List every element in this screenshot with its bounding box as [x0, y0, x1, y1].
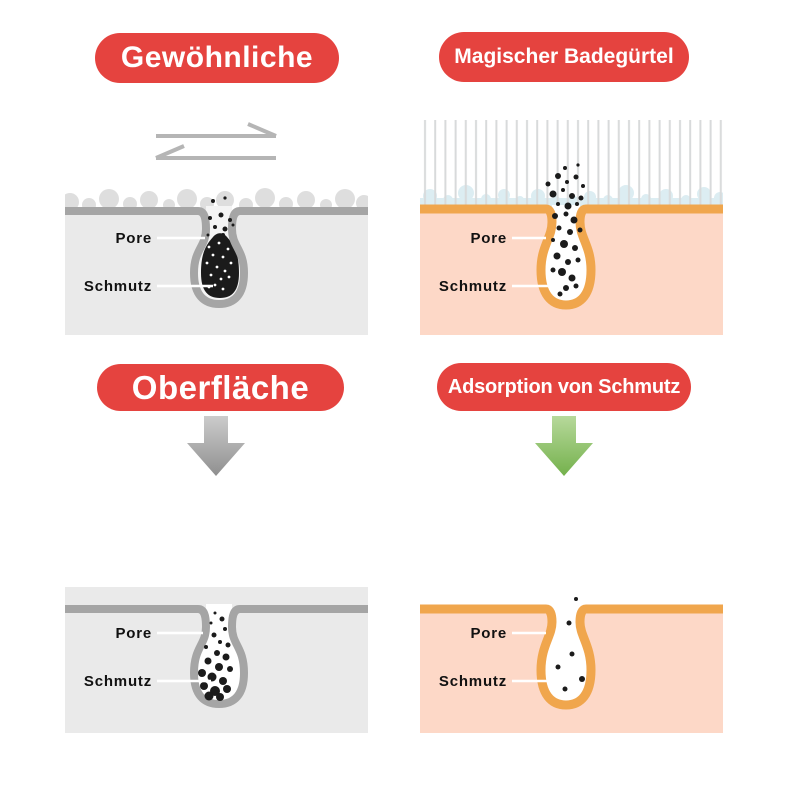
- green-down-arrow-icon: [533, 416, 595, 478]
- pore-label: Pore: [470, 625, 507, 642]
- magic-belt-header-label: Magischer Badegürtel: [454, 45, 674, 68]
- ordinary-header-label: Gewöhnliche: [120, 41, 314, 74]
- adsorption-badge: [437, 363, 691, 411]
- surface-badge: [97, 364, 344, 411]
- belt-bristles: [420, 120, 723, 205]
- ordinary-header-badge: [95, 33, 339, 83]
- adsorption-label: Adsorption von Schmutz: [447, 375, 681, 398]
- pore-label: Pore: [470, 230, 507, 247]
- dirt-label: Schmutz: [438, 278, 507, 295]
- dirt-label: Schmutz: [83, 278, 152, 295]
- gray-down-arrow-icon: [185, 416, 247, 478]
- pore-label: Pore: [115, 230, 152, 247]
- magic-belt-header-badge: [439, 32, 689, 82]
- ordinary-clogged-pore-diagram: [65, 185, 368, 335]
- magic-belt-result-diagram: [420, 587, 723, 733]
- dirt-label: Schmutz: [83, 673, 152, 690]
- surface-label: Oberfläche: [131, 368, 310, 406]
- pore-label: Pore: [115, 625, 152, 642]
- dirt-label: Schmutz: [438, 673, 507, 690]
- left-arrow: [156, 146, 276, 158]
- ordinary-result-diagram: [65, 587, 368, 733]
- magic-belt-cleaning-diagram: [420, 120, 723, 335]
- right-arrow: [156, 124, 276, 136]
- exchange-arrows-icon: [152, 120, 282, 166]
